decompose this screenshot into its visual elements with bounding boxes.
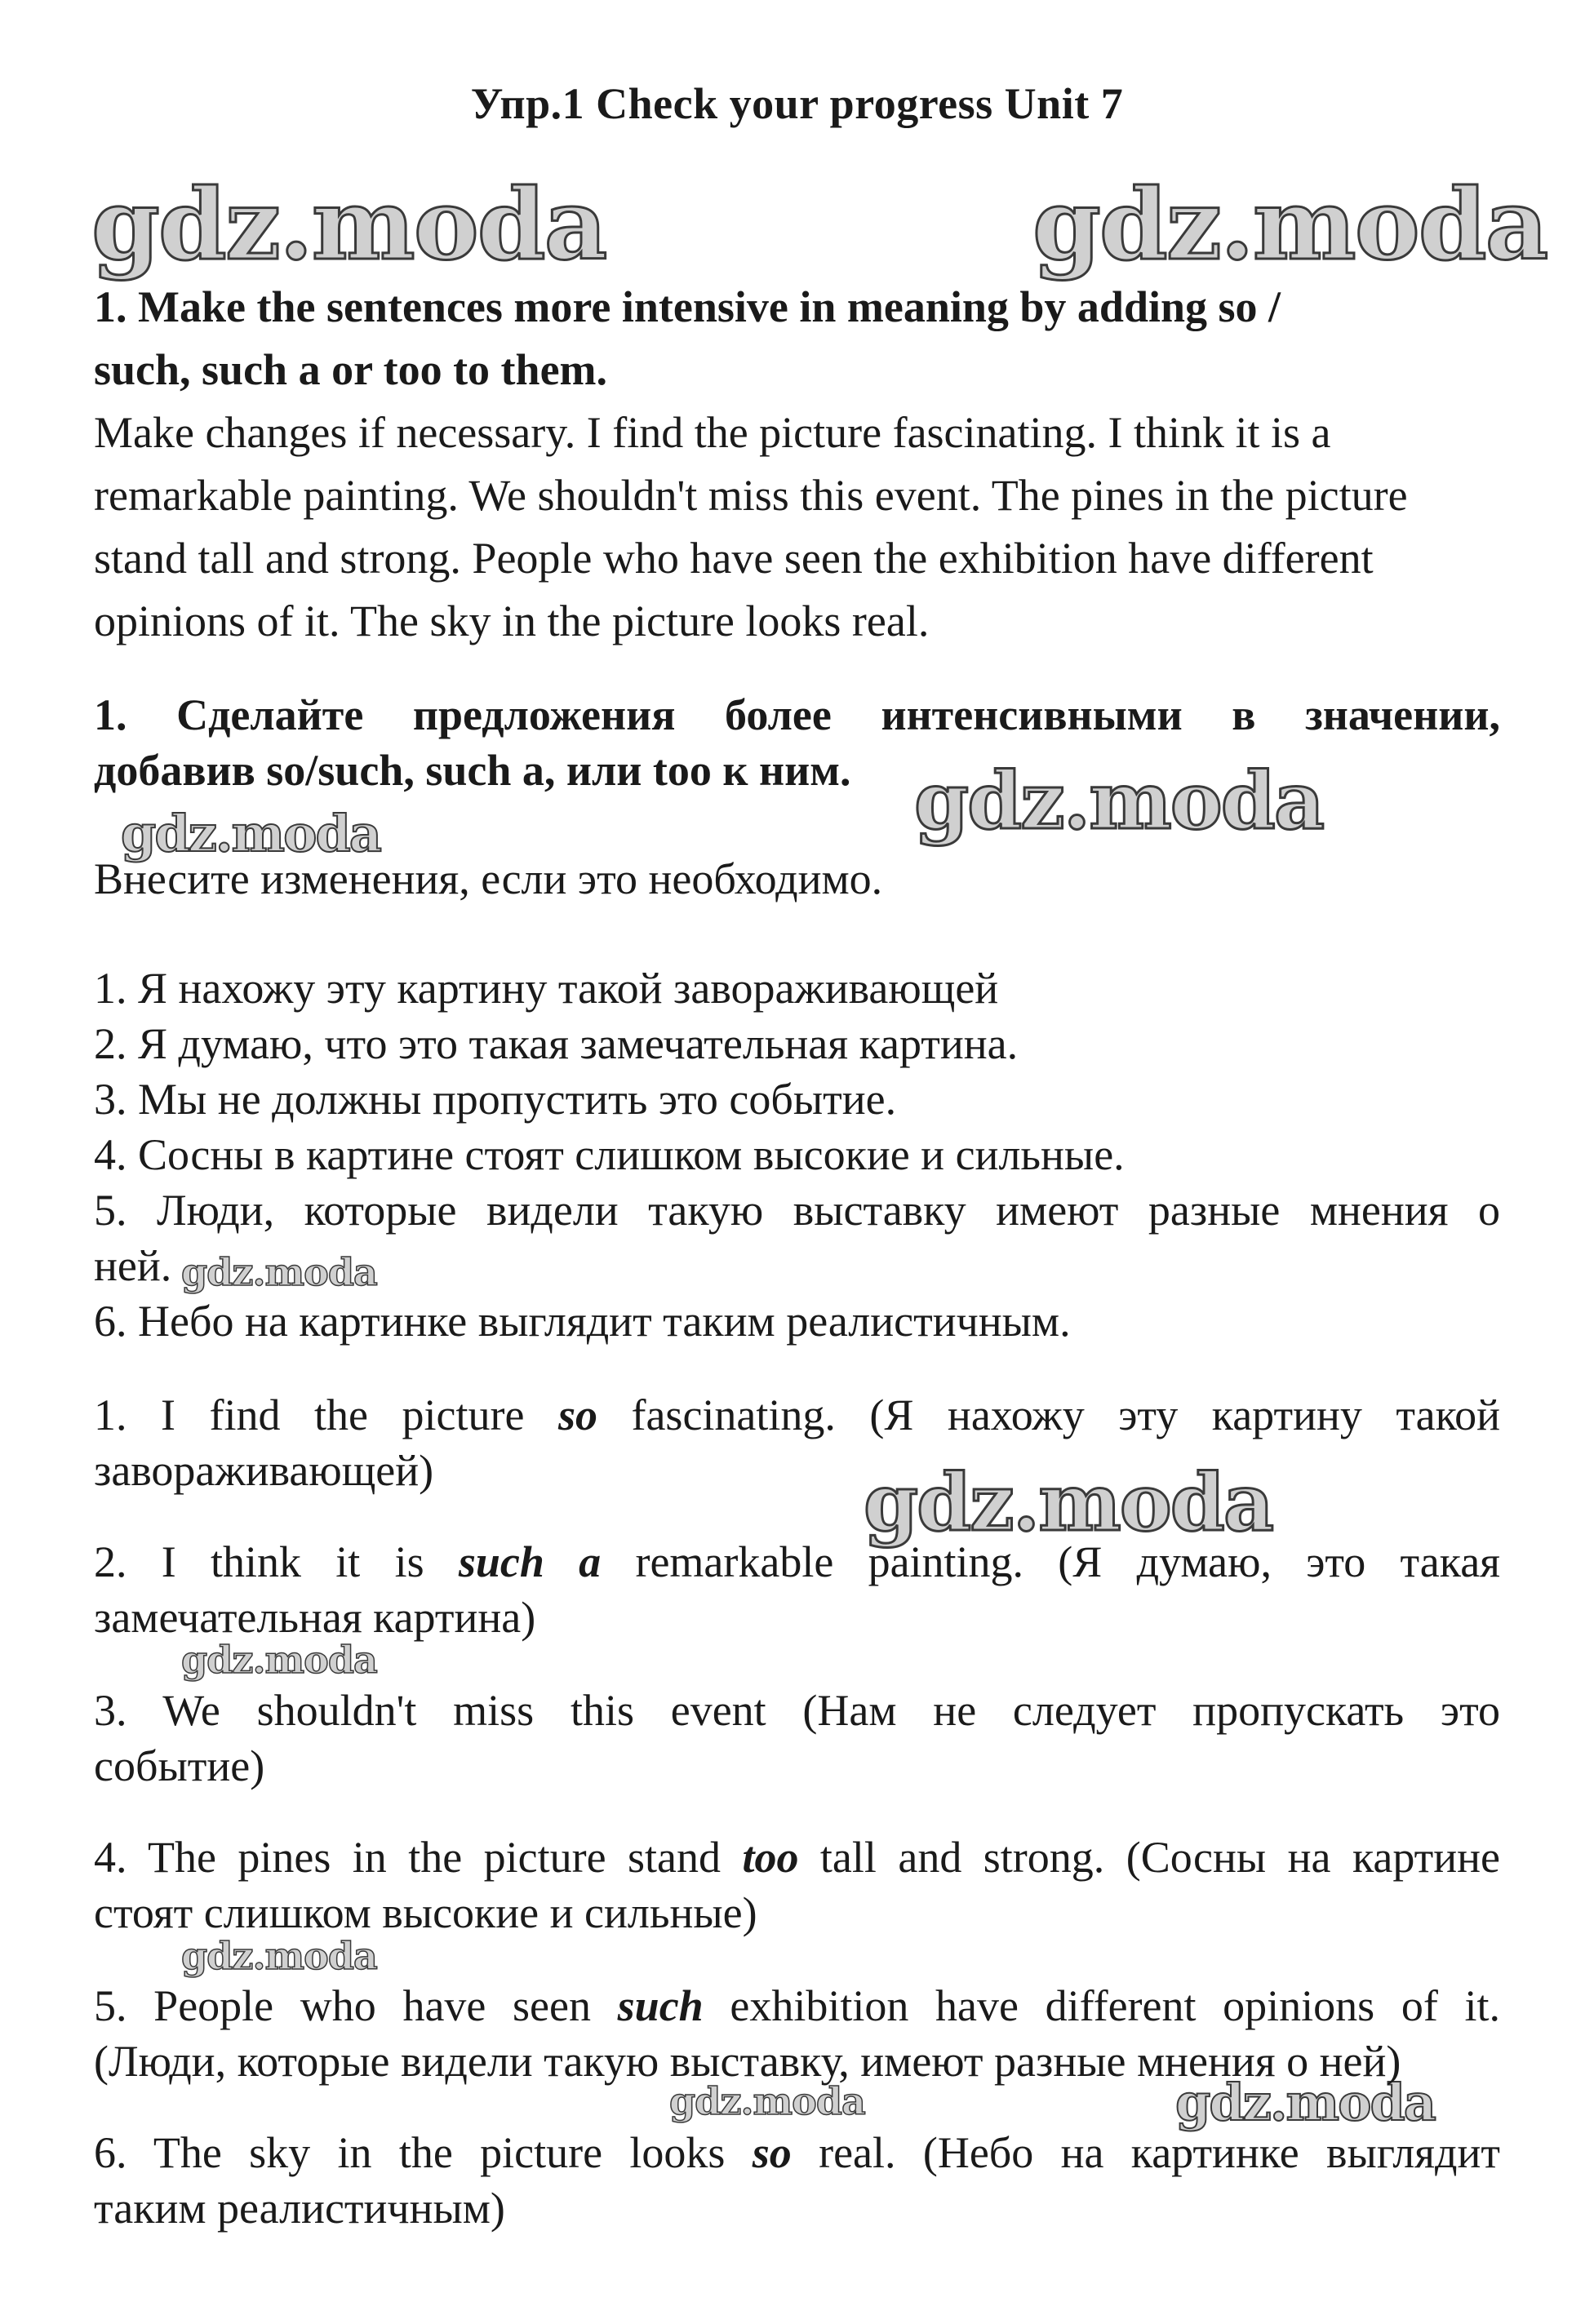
task-ru-heading: 1. Сделайте предложения более интенсивными в значении, <box>94 690 1500 739</box>
answer-translation: завораживающей) <box>94 1446 434 1495</box>
list-item: 2. Я думаю, что это такая замечательная картина. <box>94 1019 1019 1068</box>
page-title: Упр.1 Check your progress Unit 7 <box>470 79 1124 128</box>
answer-3 <box>94 1683 1500 1794</box>
watermark: gdz.moda <box>181 1638 377 1682</box>
answer-1 <box>94 1387 1500 1498</box>
watermark: gdz.moda <box>669 2079 865 2123</box>
answer-text: exhibition have different opinions of it. <box>703 1981 1500 2030</box>
answer-4 <box>94 1829 1500 1940</box>
answer-text: 5. People who have seen <box>94 1981 618 2030</box>
answer-text: 4. The pines in the picture stand <box>94 1833 743 1882</box>
task-en-heading: 1. Make the sentences more intensive in meaning by adding so / <box>94 282 1281 331</box>
answer-translation: замечательная картина) <box>94 1593 536 1642</box>
answer-keyword: so <box>557 1390 597 1439</box>
list-item: 1. Я нахожу эту картину такой завораживающей <box>94 964 999 1013</box>
list-item: 5. Люди, которые видели такую выставку имеют разные мнения о <box>94 1186 1500 1235</box>
answer-text: 1. I find the picture <box>94 1390 558 1439</box>
task-ru-heading-cont: добавив so/such, such a, или too к ним. <box>94 746 851 795</box>
ru-sentence-list <box>94 960 1500 1349</box>
answer-text: fascinating. (Я нахожу эту картину такой <box>597 1390 1500 1439</box>
task-en <box>94 276 1500 653</box>
answer-text: tall and strong. (Сосны на картине <box>798 1833 1500 1882</box>
list-item-cont: ней. <box>94 1241 172 1290</box>
answer-translation: стоят слишком высокие и сильные) <box>94 1888 757 1937</box>
list-item: 6. Небо на картинке выглядит таким реалистичным. <box>94 1297 1071 1346</box>
answer-2 <box>94 1534 1500 1645</box>
task-ru-body: Внесите изменения, если это необходимо. <box>94 854 883 903</box>
answer-text: 3. We shouldn't miss this event (Нам не следует пропускать это <box>94 1686 1500 1735</box>
watermark: gdz.moda <box>181 1934 377 1978</box>
watermark: gdz.moda <box>1175 2073 1435 2132</box>
answer-text: 6. The sky in the picture looks <box>94 2128 753 2177</box>
answer-text: remarkable painting. (Я думаю, это такая <box>601 1537 1501 1586</box>
list-item: 3. Мы не должны пропустить это событие. <box>94 1075 897 1124</box>
answer-keyword: so <box>752 2128 792 2177</box>
watermark: gdz.moda <box>91 167 606 282</box>
watermark: gdz.moda <box>914 755 1324 847</box>
answer-translation: (Люди, которые видели такую выставку, имеют разные мнения о ней) <box>94 2037 1401 2086</box>
watermark: gdz.moda <box>864 1457 1273 1549</box>
answer-5 <box>94 1978 1500 2089</box>
answer-text: real. (Небо на картинке выглядит <box>791 2128 1500 2177</box>
watermark: gdz.moda <box>1032 167 1547 282</box>
answer-translation: таким реалистичным) <box>94 2184 505 2233</box>
task-ru <box>94 687 1500 798</box>
task-en-body: Make changes if necessary. I find the picture fascinating. I think it is a remarkable painting. We shouldn't miss this event. The pines in the picture stand tall and strong. People who have seen the exhibition have different opinions of it. The sky in the picture looks real. <box>94 408 1408 645</box>
answer-6 <box>94 2125 1500 2236</box>
answer-keyword: too <box>742 1833 799 1882</box>
answer-keyword: such <box>617 1981 704 2030</box>
watermark: gdz.moda <box>181 1250 377 1294</box>
answer-keyword: such a <box>458 1537 602 1586</box>
watermark: gdz.moda <box>121 804 380 863</box>
answer-text: 2. I think it is <box>94 1537 459 1586</box>
list-item: 4. Сосны в картине стоят слишком высокие и сильные. <box>94 1130 1125 1179</box>
task-en-heading-cont: such, such a or too to them. <box>94 345 608 394</box>
answer-translation: событие) <box>94 1741 265 1790</box>
